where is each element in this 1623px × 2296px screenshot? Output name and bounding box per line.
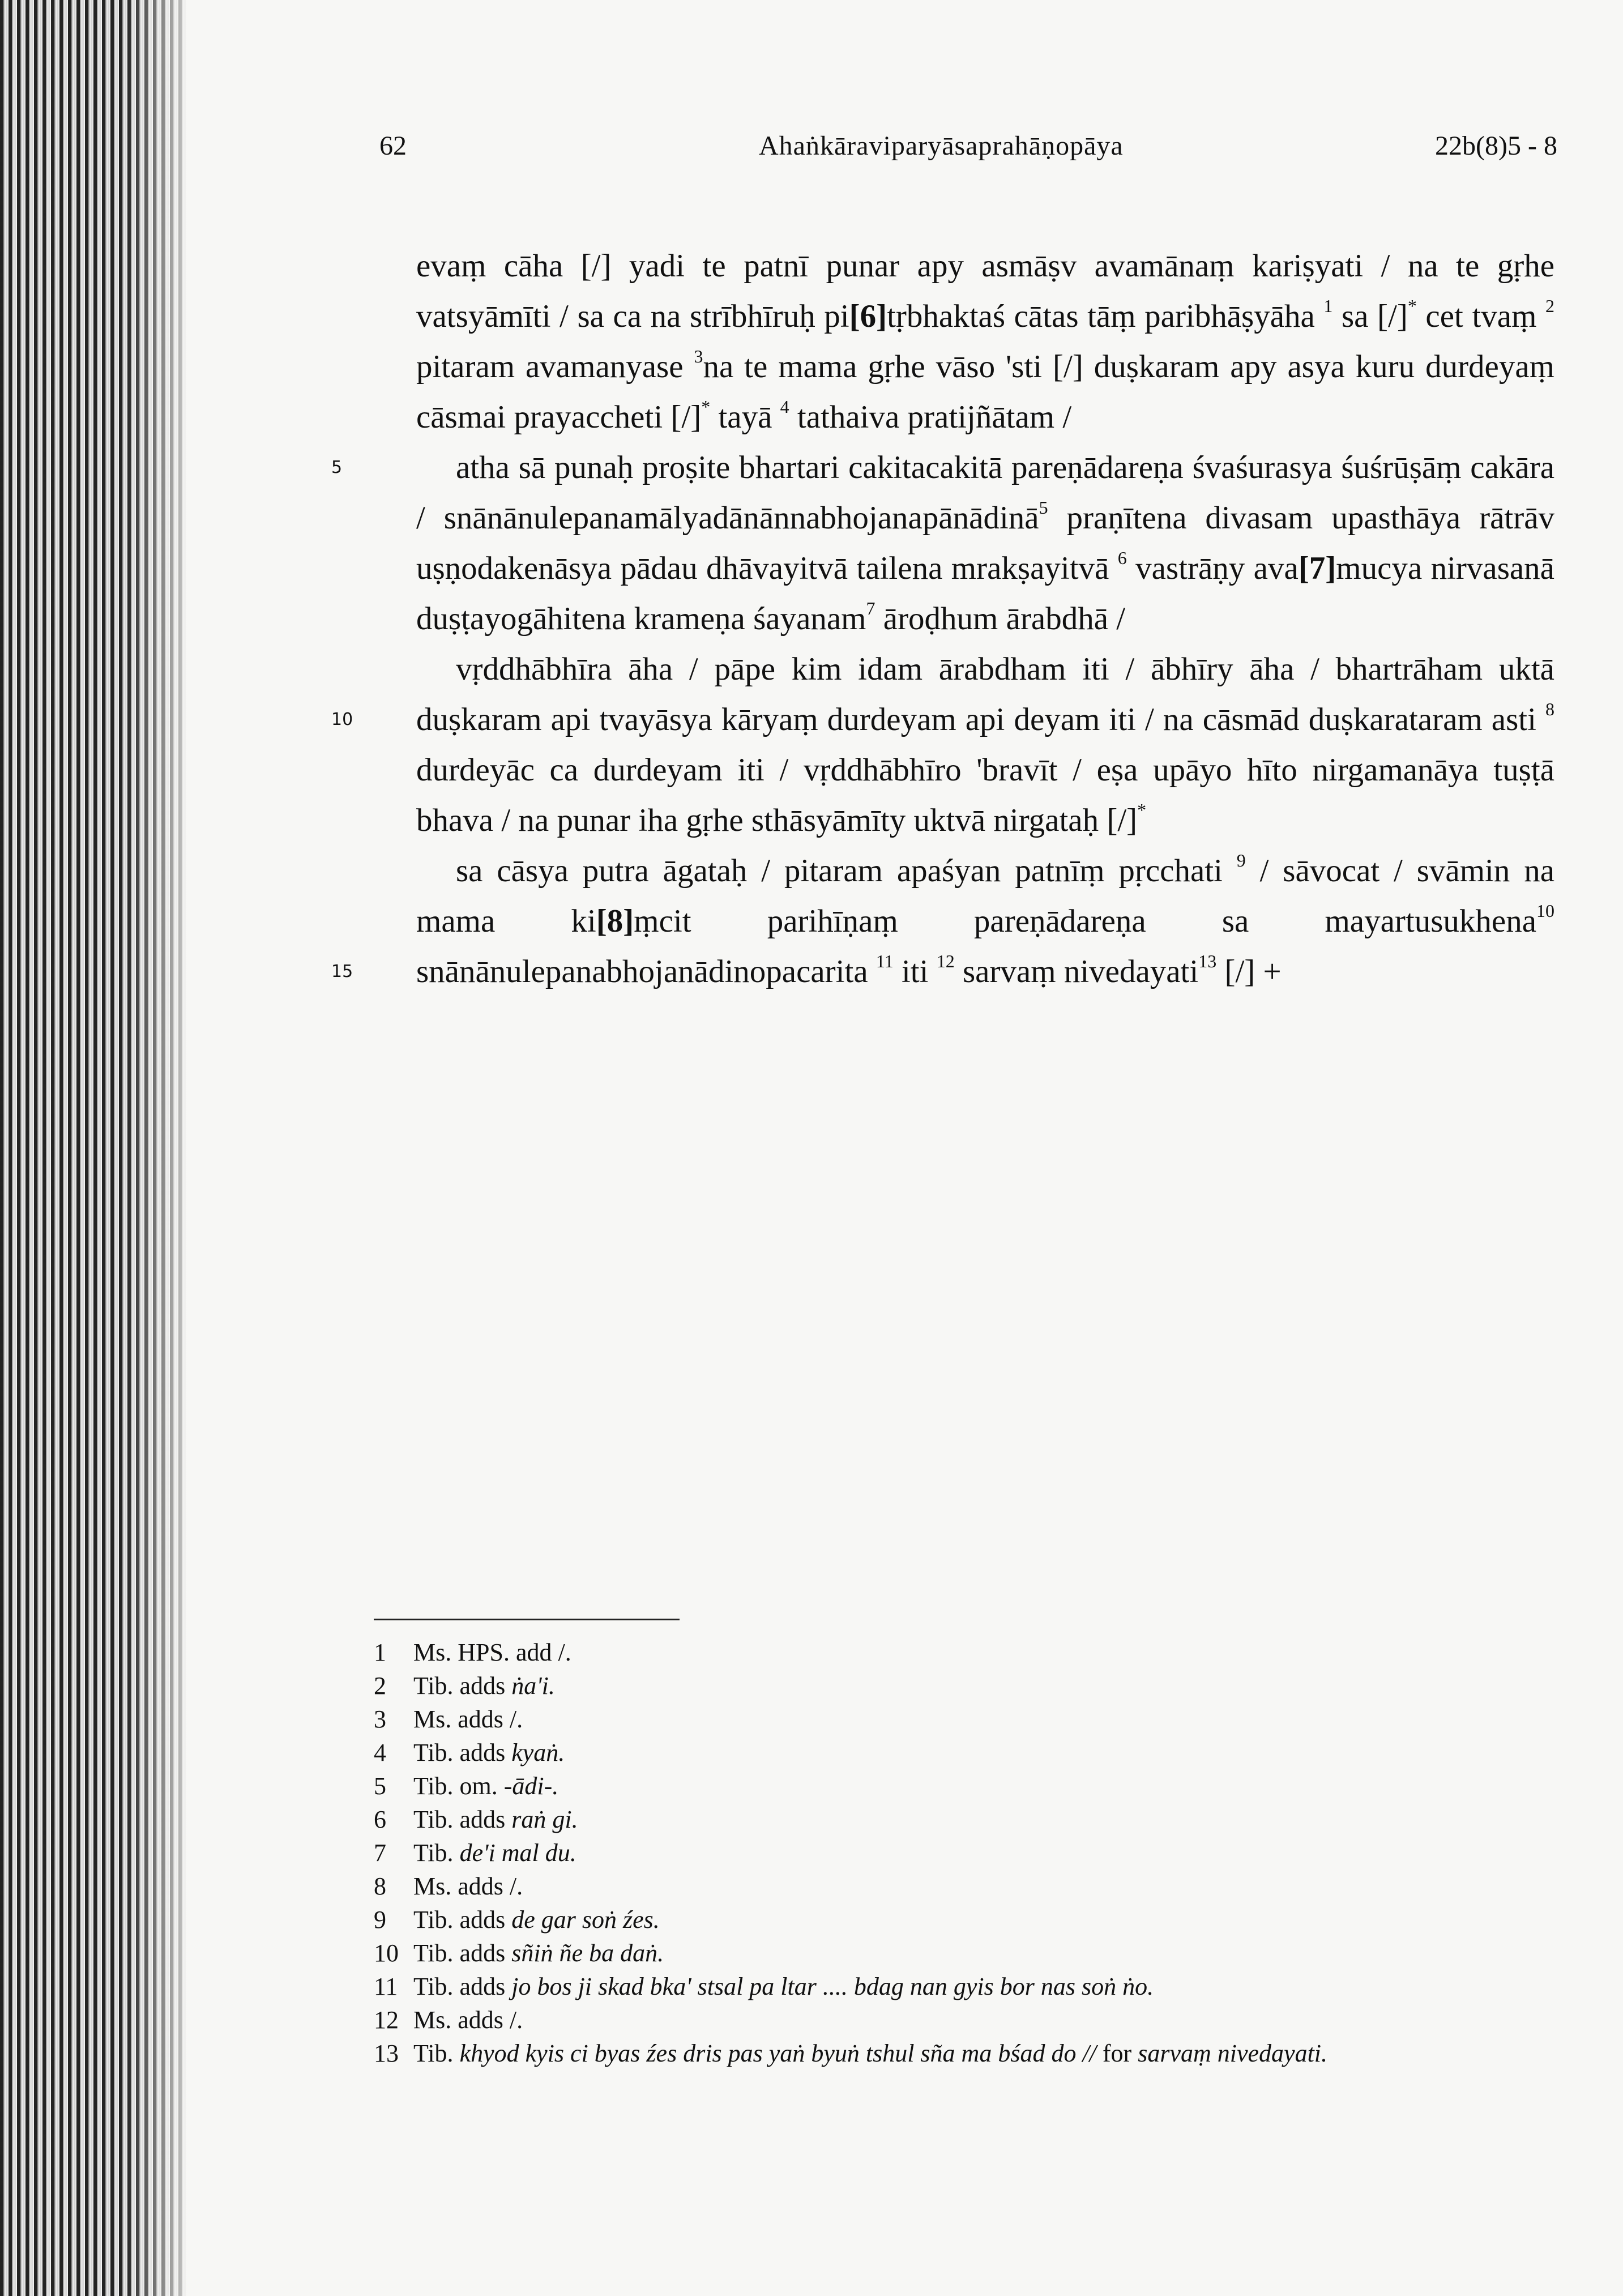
footnote: 7 Tib. de'i mal du.	[374, 1839, 576, 1867]
footnote-ref: 9	[1236, 850, 1246, 870]
footnote: 8 Ms. adds /.	[374, 1872, 523, 1900]
main-text	[331, 241, 1555, 997]
footnote-ref: 10	[1536, 901, 1555, 921]
footnote-ref: 2	[1545, 296, 1554, 316]
footnote: 2 Tib. adds ṅa'i.	[374, 1672, 555, 1700]
footnote-ref: 12	[936, 951, 955, 971]
footnote-ref: 5	[1039, 497, 1048, 518]
page-header	[379, 130, 1557, 164]
footnote: 4 Tib. adds kyaṅ.	[374, 1739, 565, 1766]
line-number: 15	[331, 962, 353, 981]
folio-reference: 22b(8)5 - 8	[1435, 131, 1557, 161]
footnote-ref: 7	[866, 598, 875, 618]
running-title: Ahaṅkāraviparyāsaprahāṇopāya	[759, 131, 1124, 161]
footnote: 3 Ms. adds /.	[374, 1705, 523, 1733]
footnote-ref: 13	[1198, 951, 1217, 971]
footnote: 11 Tib. adds jo bos ji skad bka' stsal pa ltar .... bdag nan gyis bor nas soṅ ṅo.	[374, 1973, 1154, 2000]
line-number: 10	[331, 710, 353, 729]
page-number: 62	[379, 131, 407, 161]
paragraph-4: sa cāsya putra āgataḥ / pitaram apaśyan patnīṃ pṛcchati $^9$ / sāvocat / svāmin na mama ki[8]ṃcit parihīṇaṃ pareṇādareṇa sa mayartusukhena$^{10}$ snānānulepanabhojanādinopacarita $^{11}$ iti $^{12}$ sarvaṃ nivedayati$^{13}$ [/] +	[416, 850, 1555, 989]
paragraph-2: atha sā punaḥ proṣite bhartari cakitacakitā pareṇādareṇa śvaśurasya śuśrūṣāṃ cakāra / snānānulepanamālyadānānnabhojanapānādinā$^5$ praṇītena divasam upasthāya rātrāv uṣṇodakenāsya pādau dhāvayitvā tailena mrakṣayitvā $^6$ vastrāṇy ava[7]mucya nirvasanā duṣṭayogāhitena krameṇa śayanam$^7$ āroḍhum ārabdhā /	[416, 450, 1554, 637]
footnote: 12 Ms. adds /.	[374, 2006, 523, 2034]
folio-marker: [7]	[1298, 550, 1336, 586]
footnotes	[374, 1636, 1563, 2070]
footnote-ref: 11	[875, 951, 894, 971]
footnote: 1 Ms. HPS. add /.	[374, 1638, 571, 1666]
folio-marker: [8]	[596, 903, 634, 939]
paragraph-1: evaṃ cāha [/] yadi te patnī punar apy asmāṣv avamānaṃ kariṣyati / na te gṛhe vatsyāmīti / sa ca na strībhīruḥ pi[6]tṛbhaktaś cātas tāṃ paribhāṣyāha $^1$ sa [/]* cet tvaṃ $^2$ pitaram avamanyase $^3$na te mama gṛhe vāso 'sti [/] duṣkaram apy asya kuru durdeyaṃ cāsmai prayaccheti [/]* tayā $^4$ tathaiva pratijñātam /	[416, 248, 1554, 435]
paragraph-3: vṛddhābhīra āha / pāpe kim idam ārabdham iti / ābhīry āha / bhartrāham uktā duṣkaram api tvayāsya kāryaṃ durdeyam api deyam iti / na cāsmād duṣkarataram asti $^8$ durdeyāc ca durdeyam iti / vṛddhābhīro 'bravīt / eṣa upāyo hīto nirgamanāya tuṣṭā bhava / na punar iha gṛhe sthāsyāmīty uktvā nirgataḥ [/]*	[416, 651, 1554, 838]
footnote-ref: 8	[1545, 699, 1554, 719]
footnote: 10 Tib. adds sñiṅ ñe ba daṅ.	[374, 1939, 664, 1967]
folio-marker: [6]	[849, 298, 887, 334]
footnote: 9 Tib. adds de gar soṅ źes.	[374, 1906, 660, 1934]
footnote-rule	[374, 1619, 680, 1620]
line-number: 5	[331, 458, 343, 477]
gutter-shadow	[125, 0, 204, 2296]
footnote-ref: 3	[694, 346, 703, 366]
footnote: 13 Tib. khyod kyis ci byas źes dris pas yaṅ byuṅ tshul sña ma bśad do // for sarvaṃ nivedayati.	[374, 2039, 1328, 2067]
footnote-ref: 4	[780, 396, 789, 417]
footnote-ref: 1	[1323, 296, 1333, 316]
footnote-ref: 6	[1117, 548, 1127, 568]
footnote: 6 Tib. adds raṅ gi.	[374, 1806, 578, 1833]
footnote: 5 Tib. om. -ādi-.	[374, 1772, 559, 1800]
